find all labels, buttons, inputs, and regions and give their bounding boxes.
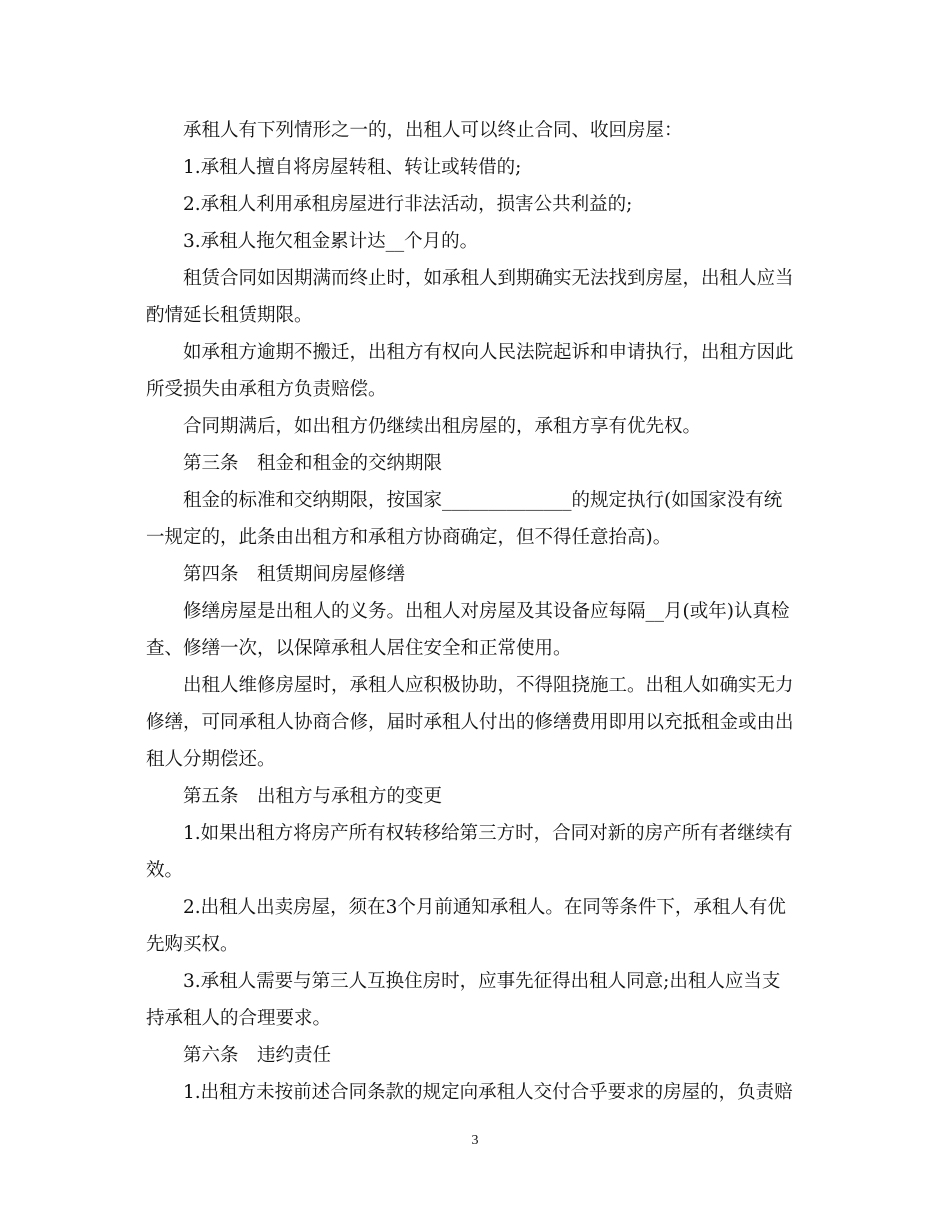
paragraph-repair-duty-line2: 查、修缮一次，以保障承租人居住安全和正常使用。 <box>146 638 572 659</box>
list-item-rent-arrears: 3.承租人拖欠租金累计达__个月的。 <box>183 231 479 252</box>
document-body <box>146 112 806 1111</box>
paragraph-priority-right: 合同期满后，如出租方仍继续出租房屋的，承租方享有优先权。 <box>183 416 702 437</box>
article-5-heading: 第五条 出租方与承租方的变更 <box>183 786 443 807</box>
paragraph-repair-duty-line1: 修缮房屋是出租人的义务。出租人对房屋及其设备应每隔__月(或年)认真检 <box>183 601 790 622</box>
list-item-sublet: 1.承租人擅自将房屋转租、转让或转借的; <box>183 157 522 178</box>
paragraph-lease-extension-line2: 酌情延长租赁期限。 <box>146 305 313 326</box>
list-item-sale-notice-line1: 2.出租人出卖房屋，须在3个月前通知承租人。在同等条件下，承租人有优 <box>183 897 786 918</box>
paragraph-termination-conditions: 承租人有下列情形之一的，出租人可以终止合同、收回房屋： <box>183 120 683 141</box>
list-item-housing-exchange-line1: 3.承租人需要与第三人互换住房时，应事先征得出租人同意;出租人应当支 <box>183 971 781 992</box>
list-item-illegal-use: 2.承租人利用承租房屋进行非法活动，损害公共利益的; <box>183 194 633 215</box>
paragraph-rent-standard-line1: 租金的标准和交纳期限，按国家______________的规定执行(如国家没有统 <box>183 490 783 511</box>
paragraph-rent-standard-line2: 一规定的，此条由出租方和承租方协商确定，但不得任意抬高)。 <box>146 527 672 548</box>
list-item-sale-notice-line2: 先购买权。 <box>146 934 239 955</box>
article-6-heading: 第六条 违约责任 <box>183 1045 332 1066</box>
paragraph-repair-cooperation-line1: 出租人维修房屋时，承租人应积极协助，不得阻挠施工。出租人如确实无力 <box>183 675 794 696</box>
paragraph-overdue-line1: 如承租方逾期不搬迁，出租方有权向人民法院起诉和申请执行，出租方因此 <box>183 342 794 363</box>
page-number: 3 <box>471 1133 479 1148</box>
paragraph-repair-cooperation-line2: 修缮，可同承租人协商合修，届时承租人付出的修缮费用即用以充抵租金或由出 <box>146 712 794 733</box>
article-3-heading: 第三条 租金和租金的交纳期限 <box>183 453 443 474</box>
list-item-housing-exchange-line2: 持承租人的合理要求。 <box>146 1008 332 1029</box>
paragraph-overdue-line2: 所受损失由承租方负责赔偿。 <box>146 379 387 400</box>
list-item-lessor-breach: 1.出租方未按前述合同条款的规定向承租人交付合乎要求的房屋的，负责赔 <box>183 1082 793 1103</box>
article-4-heading: 第四条 租赁期间房屋修缮 <box>183 564 406 585</box>
paragraph-lease-extension-line1: 租赁合同如因期满而终止时，如承租人到期确实无法找到房屋，出租人应当 <box>183 268 794 289</box>
paragraph-repair-cooperation-line3: 租人分期偿还。 <box>146 749 276 770</box>
list-item-ownership-transfer-line1: 1.如果出租方将房产所有权转移给第三方时，合同对新的房产所有者继续有 <box>183 823 793 844</box>
list-item-ownership-transfer-line2: 效。 <box>146 860 184 881</box>
